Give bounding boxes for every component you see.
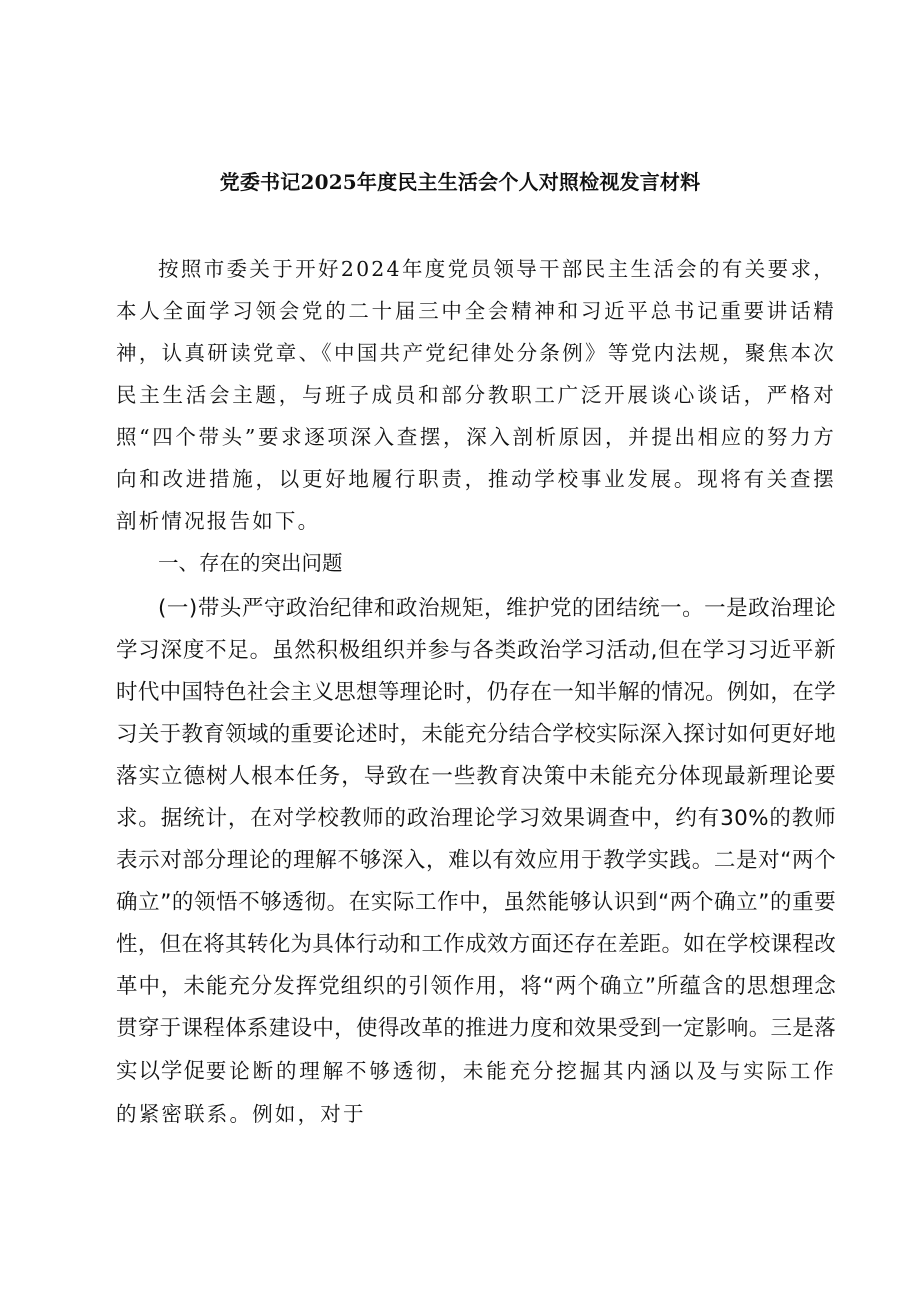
document-title: 党委书记2025年度民主生活会个人对照检视发言材料 (219, 170, 701, 194)
subsection-paragraph-main: (一)带头严守政治纪律和政治规矩，维护党的团结统一。一是政治理论学习深度不足。虽然积极组织并参与各类政治学习活动,但在学习习近平新时代中国特色社会主义思想等理论时，仍存在一知半解的情况。例如，在学习关于教育领域的重要论述时，未能充分结合学校实际深入探讨如何更好地落实立德树人根本任务，导致在一些教育决策中未能充分体现最新理论要求。据统计，在对学校教师的政治理论学习效果调查中，约有30%的教师表示对部分理论的理解不够深入，难以有效应用于教学实践。二是对“两个确立”的领悟不够透彻。在实际工作中，虽然能够认识到“两个确立”的重要性，但在将其转化为具体行动和工作成效方面还存在差距。如在学校课程改革中，未能充分发挥党组织的引领作用，将“两个确立”所蕴含的思想理念贯穿于课程体系建设中，使得改革的推进力度和效果受到一定影响。三是落实以学促 (116, 596, 836, 1084)
subsection-paragraph-tail: 要论断的理解不够透彻，未能充分挖掘其内涵以及与实际工作的紧密联系。例如，对于 (116, 1059, 836, 1126)
intro-paragraph: 按照市委关于开好2024年度党员领导干部民主生活会的有关要求，本人全面学习领会党的二十届三中全会精神和习近平总书记重要讲话精神，认真研读党章、《中国共产党纪律处分条例》等党内法规，聚焦本次民主生活会主题，与班子成员和部分教职工广泛开展谈心谈话，严格对照“四个带头”要求逐项深入查摆，深入剖析原因，并提出相应的努力方向和改进措施，以更好地履行职责，推动学校事业发展。现将有关查摆剖析情况报告如下。 (116, 257, 836, 533)
subsection-paragraph (116, 588, 836, 1136)
section-heading: 一、存在的突出问题 (158, 551, 343, 575)
document-body (116, 248, 836, 1136)
